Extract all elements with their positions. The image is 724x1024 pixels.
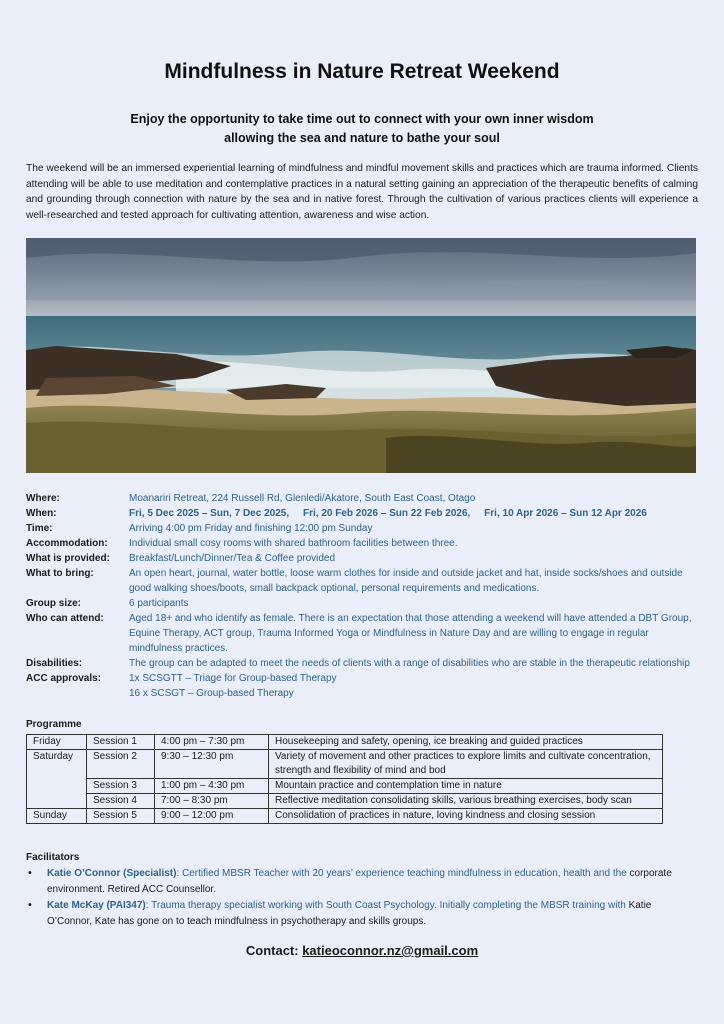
accommodation-label: Accommodation: bbox=[26, 538, 108, 549]
activity-cell: Housekeeping and safety, opening, ice breaking and guided practices bbox=[269, 735, 663, 750]
session-cell: Session 5 bbox=[87, 809, 155, 824]
session-cell: Session 1 bbox=[87, 735, 155, 750]
detail-who bbox=[26, 611, 702, 656]
subtitle-line-2: allowing the sea and nature to bathe your soul bbox=[224, 131, 500, 145]
day-cell: Sunday bbox=[27, 809, 87, 824]
bring-value: An open heart, journal, water bottle, loose warm clothes for inside and outside jacket and hat, inside socks/shoes and outside good walking shoes/boots, small backpack optional, personal requirements and medications. bbox=[129, 568, 683, 594]
bullet-icon: • bbox=[28, 899, 32, 911]
activity-cell: Consolidation of practices in nature, loving kindness and closing session bbox=[269, 809, 663, 824]
programme-table bbox=[26, 734, 663, 824]
disabilities-label: Disabilities: bbox=[26, 658, 83, 669]
accommodation-value: Individual small cosy rooms with shared bathroom facilities between three. bbox=[129, 538, 458, 549]
table-row bbox=[27, 779, 663, 794]
provided-label: What is provided: bbox=[26, 553, 110, 564]
subtitle bbox=[0, 110, 724, 148]
time-value: Arriving 4:00 pm Friday and finishing 12:00 pm Sunday bbox=[129, 523, 373, 534]
bullet-icon: • bbox=[28, 867, 32, 879]
contact-email-link[interactable]: katieoconnor.nz@gmail.com bbox=[302, 943, 479, 958]
activity-cell: Mountain practice and contemplation time in nature bbox=[269, 779, 663, 794]
session-cell: Session 4 bbox=[87, 794, 155, 809]
where-label: Where: bbox=[26, 493, 60, 504]
list-item bbox=[26, 898, 694, 929]
list-item bbox=[26, 866, 694, 897]
page-title: Mindfulness in Nature Retreat Weekend bbox=[164, 60, 560, 83]
activity-cell: Reflective meditation consolidating skills, various breathing exercises, body scan bbox=[269, 794, 663, 809]
time-cell: 1:00 pm – 4:30 pm bbox=[155, 779, 269, 794]
group-size-label: Group size: bbox=[26, 598, 82, 609]
when-value: Fri, 5 Dec 2025 – Sun, 7 Dec 2025, Fri, 20 Feb 2026 – Sun 22 Feb 2026, Fri, 10 Apr 2026 – Sun 12 Apr 2026 bbox=[129, 508, 647, 519]
contact-label: Contact: bbox=[245, 943, 303, 958]
time-cell: 7:00 – 8:30 pm bbox=[155, 794, 269, 809]
subtitle-line-1: Enjoy the opportunity to take time out to connect with your own inner wisdom bbox=[130, 112, 594, 126]
facilitator-role: : Certified MBSR Teacher with 20 years’ experience teaching mindfulness in education, health and the bbox=[176, 868, 627, 879]
when-label: When: bbox=[26, 508, 57, 519]
intro-paragraph: The weekend will be an immersed experiential learning of mindfulness and mindful movement skills and practices which are trauma informed. Clients attending will be able to use meditation and contemplative practices in a natural setting gaining an appreciation of the therapeutic benefits of calming and grounding through connection with nature by the sea and in native forest. Through the cultivation of various practices clients will experience a well-researched and tested approach for cultivating attention, awareness and wise action. bbox=[26, 163, 698, 221]
time-label: Time: bbox=[26, 523, 53, 534]
provided-value: Breakfast/Lunch/Dinner/Tea & Coffee provided bbox=[129, 553, 336, 564]
detail-disabilities bbox=[26, 656, 702, 671]
group-size-value: 6 participants bbox=[129, 598, 189, 609]
acc-line-2: 16 x SCSGT – Group-based Therapy bbox=[129, 688, 294, 699]
facilitator-name: Katie O’Connor (Specialist) bbox=[47, 868, 177, 879]
table-row bbox=[27, 735, 663, 750]
detail-when bbox=[26, 506, 702, 521]
where-value: Moanariri Retreat, 224 Russell Rd, Glenledi/Akatore, South East Coast, Otago bbox=[129, 493, 476, 504]
who-value: Aged 18+ and who identify as female. There is an expectation that those attending a weekend will have attended a DBT Group, Equine Therapy, ACT group, Trauma Informed Yoga or Mindfulness in Nature Day and are willing to engage in regular mindfulness practices. bbox=[129, 613, 692, 654]
facilitators-list bbox=[26, 866, 694, 930]
bring-label: What to bring: bbox=[26, 568, 94, 579]
acc-value bbox=[129, 671, 702, 701]
disabilities-value: The group can be adapted to meet the needs of clients with a range of disabilities who are stable in the therapeutic relationship bbox=[129, 658, 690, 669]
facilitator-desc: Katie O’Connor, Kate has gone on to teach mindfulness in psychotherapy and skills groups. bbox=[47, 900, 652, 927]
facilitator-desc: corporate environment. Retired ACC Counsellor. bbox=[47, 868, 672, 895]
details-list bbox=[26, 491, 702, 701]
detail-where bbox=[26, 491, 702, 506]
detail-accommodation bbox=[26, 536, 702, 551]
detail-provided bbox=[26, 551, 702, 566]
facilitator-name: Kate McKay (PAI347) bbox=[47, 900, 146, 911]
activity-cell: Variety of movement and other practices to explore limits and cultivate concentration, strength and flexibility of mind and bod bbox=[269, 750, 663, 779]
session-cell: Session 3 bbox=[87, 779, 155, 794]
detail-bring bbox=[26, 566, 702, 596]
contact-line bbox=[0, 943, 724, 958]
time-cell: 9:30 – 12:30 pm bbox=[155, 750, 269, 779]
day-cell: Friday bbox=[27, 735, 87, 750]
time-cell: 4:00 pm – 7:30 pm bbox=[155, 735, 269, 750]
day-cell: Saturday bbox=[27, 750, 87, 809]
acc-label: ACC approvals: bbox=[26, 673, 102, 684]
table-row bbox=[27, 750, 663, 779]
session-cell: Session 2 bbox=[87, 750, 155, 779]
facilitators-title: Facilitators bbox=[26, 852, 80, 863]
table-row bbox=[27, 809, 663, 824]
time-cell: 9:00 – 12:00 pm bbox=[155, 809, 269, 824]
acc-line-1: 1x SCSGTT – Triage for Group-based Therapy bbox=[129, 673, 337, 684]
who-label: Who can attend: bbox=[26, 613, 104, 624]
table-row bbox=[27, 794, 663, 809]
detail-acc bbox=[26, 671, 702, 701]
programme-title: Programme bbox=[26, 719, 82, 730]
facilitator-role: : Trauma therapy specialist working with South Coast Psychology. Initially completing the MBSR training with bbox=[145, 900, 626, 911]
detail-time bbox=[26, 521, 702, 536]
coastal-photo bbox=[26, 238, 696, 473]
detail-group-size bbox=[26, 596, 702, 611]
